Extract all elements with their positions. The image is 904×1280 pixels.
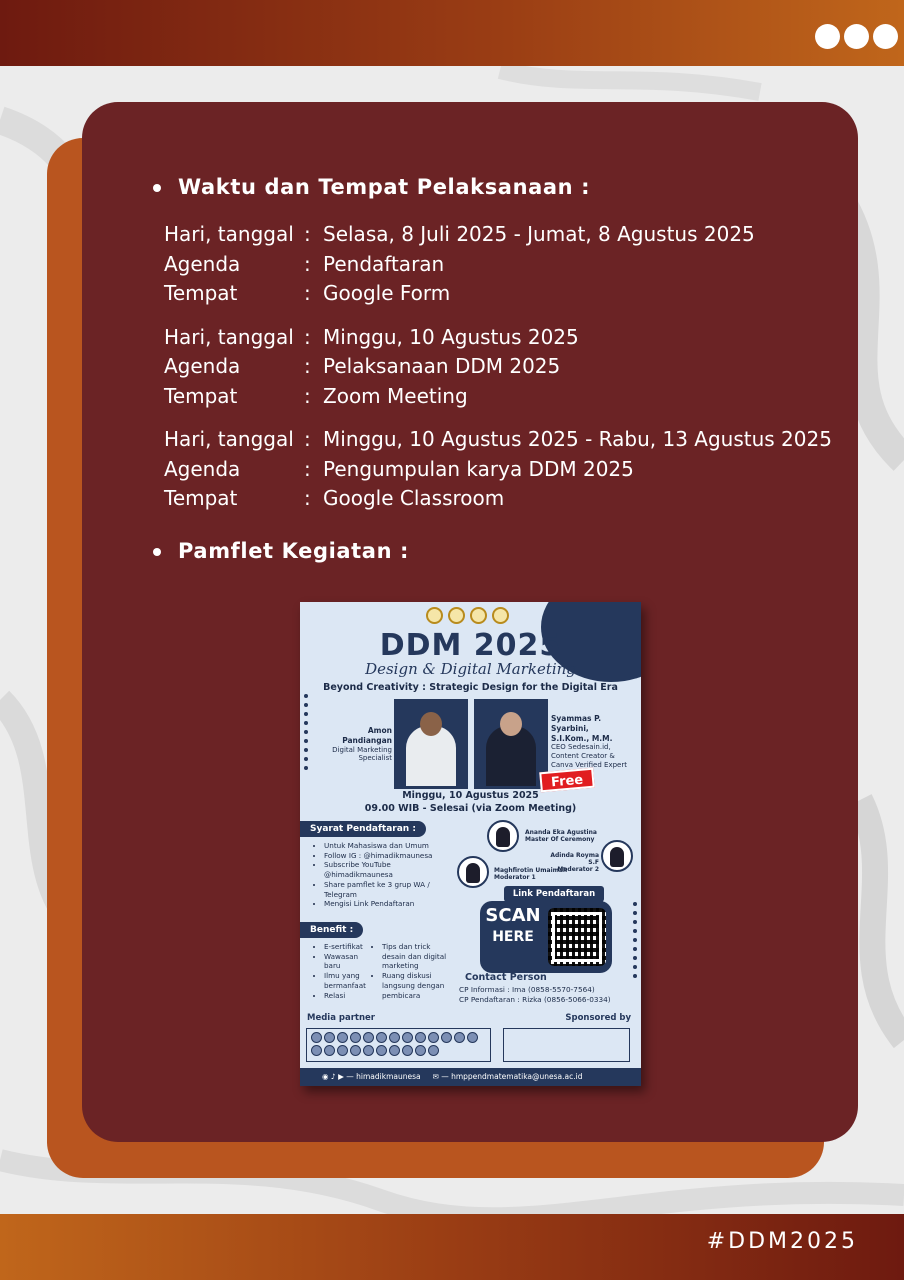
media-partner-logos <box>306 1028 491 1062</box>
poster-logos <box>426 607 509 624</box>
mc-avatar <box>487 820 519 852</box>
speaker-1-name: Amon Pandiangan <box>342 726 392 745</box>
poster-date <box>300 790 641 816</box>
row-separator: : <box>304 325 311 349</box>
row-value: Pendaftaran <box>323 252 445 276</box>
list-item: • Mengisi Link Pendaftaran <box>324 899 464 909</box>
mc-3-name: Maghfirotin Umaimah <box>494 867 568 874</box>
list-item: • Ilmu yang <box>324 971 374 981</box>
list-item: @himadikmaunesa <box>324 870 393 880</box>
list-item: langsung dengan <box>382 980 445 990</box>
benefit-heading: Benefit : <box>300 922 363 938</box>
institution-logo <box>448 607 465 624</box>
list-item: • Ruang diskusi <box>382 971 460 981</box>
row-separator: : <box>304 222 311 246</box>
institution-logo <box>492 607 509 624</box>
speaker-2-role: Content Creator & <box>551 752 615 760</box>
dot <box>873 24 898 49</box>
top-banner <box>0 0 904 66</box>
mc-1-info <box>525 829 597 843</box>
dot <box>844 24 869 49</box>
list-item: desain dan digital <box>382 951 447 961</box>
list-item: bermanfaat <box>324 980 366 990</box>
row-label: Agenda <box>164 354 241 378</box>
scan-here-text <box>484 906 542 945</box>
row-label: Hari, tanggal <box>164 325 294 349</box>
mc-3-info <box>494 867 567 881</box>
mc-1-name: Ananda Eka Agustina <box>525 829 597 836</box>
decor-dots <box>304 694 308 770</box>
email-address: — hmppendmatematika@unesa.ac.id <box>441 1072 583 1081</box>
qr-code-icon <box>548 908 606 966</box>
contact-info: CP Informasi : Ima (0858-5570-7564) <box>459 985 595 994</box>
bullet-icon <box>153 548 161 556</box>
list-item: baru <box>324 961 341 971</box>
row-separator: : <box>304 457 311 481</box>
institution-logo <box>470 607 487 624</box>
event-time: 09.00 WIB - Selesai (via Zoom Meeting) <box>364 802 577 814</box>
bullet-icon <box>153 184 161 192</box>
mc-2-name: Adinda Royma S.F <box>550 852 599 867</box>
schedule-row <box>164 354 560 378</box>
event-pamphlet <box>300 602 641 1086</box>
row-label: Agenda <box>164 457 241 481</box>
social-icons: ◉ ♪ ▶ <box>322 1072 347 1081</box>
moderator-2-avatar <box>601 840 633 872</box>
decor-dots <box>633 902 637 978</box>
contact-details <box>459 985 611 1005</box>
poster-footer <box>300 1068 641 1086</box>
section-heading-pamphlet: Pamflet Kegiatan : <box>178 539 410 563</box>
requirements-list <box>314 841 464 909</box>
moderator-1-avatar <box>457 856 489 888</box>
here-text: HERE <box>492 928 534 945</box>
sponsored-by-heading: Sponsored by <box>565 1013 631 1023</box>
schedule-row <box>164 384 468 408</box>
row-label: Tempat <box>164 486 238 510</box>
dot <box>815 24 840 49</box>
speaker-2-name: Syammas P. Syarbini, <box>551 714 602 733</box>
benefit-list-left <box>314 942 374 1000</box>
schedule-row <box>164 222 755 246</box>
hashtag-label: #DDM2025 <box>706 1229 858 1254</box>
row-separator: : <box>304 384 311 408</box>
speaker-1-role: Digital Marketing <box>332 745 392 754</box>
free-badge: Free <box>539 768 595 793</box>
row-label: Tempat <box>164 384 238 408</box>
row-separator: : <box>304 252 311 276</box>
poster-title: DDM 2025 <box>379 628 562 663</box>
sponsor-box <box>503 1028 630 1062</box>
row-separator: : <box>304 486 311 510</box>
row-value: Selasa, 8 Juli 2025 - Jumat, 8 Agustus 2025 <box>323 222 755 246</box>
section-heading-schedule: Waktu dan Tempat Pelaksanaan : <box>178 175 591 199</box>
poster-subtitle: Beyond Creativity : Strategic Design for the Digital Era <box>323 682 618 693</box>
benefit-list-right <box>372 942 460 1000</box>
mc-3-role: Moderator 1 <box>494 874 536 882</box>
row-separator: : <box>304 354 311 378</box>
speaker-2-name: S.I.Kom., M.M. <box>551 733 613 743</box>
list-item: • Tips dan trick <box>382 942 460 952</box>
row-label: Hari, tanggal <box>164 222 294 246</box>
contact-registration: CP Pendaftaran : Rizka (0856-5066-0334) <box>459 995 611 1005</box>
scan-text: SCAN <box>485 905 541 926</box>
list-item: marketing <box>382 961 419 971</box>
registration-link-label: Link Pendaftaran <box>504 886 604 902</box>
speaker-2-photo <box>474 699 548 789</box>
schedule-row <box>164 281 450 305</box>
institution-logo <box>426 607 443 624</box>
poster-script-title: Design & Digital Marketing <box>365 660 576 678</box>
speaker-1-info <box>316 726 392 763</box>
speaker-1-photo <box>394 699 468 789</box>
speaker-2-role: CEO Sedesain.id, <box>551 743 611 752</box>
mail-icon: ✉ <box>432 1072 439 1081</box>
speaker-2-info <box>551 714 641 770</box>
list-item: Telegram <box>324 889 357 899</box>
list-item: • Follow IG : @himadikmaunesa <box>324 851 464 861</box>
list-item: • Untuk Mahasiswa dan Umum <box>324 841 464 851</box>
contact-heading: Contact Person <box>465 972 547 983</box>
row-separator: : <box>304 427 311 451</box>
schedule-row <box>164 252 444 276</box>
mc-1-role: Master Of Ceremony <box>525 836 595 844</box>
schedule-row <box>164 427 832 451</box>
list-item: • Wawasan <box>324 952 374 962</box>
list-item: • E-sertifikat <box>324 942 374 952</box>
speaker-2-role: Canva Verified Expert <box>551 760 627 769</box>
menu-dots <box>815 24 898 49</box>
list-item: pembicara <box>382 990 421 1000</box>
row-value: Pelaksanaan DDM 2025 <box>323 354 561 378</box>
media-partner-heading: Media partner <box>307 1013 375 1023</box>
requirements-heading: Syarat Pendaftaran : <box>300 821 426 837</box>
speaker-1-role: Specialist <box>358 754 392 763</box>
list-item: • Share pamflet ke 3 grup WA / <box>324 880 464 890</box>
row-separator: : <box>304 281 311 305</box>
row-label: Hari, tanggal <box>164 427 294 451</box>
event-date: Minggu, 10 Agustus 2025 <box>402 790 539 801</box>
row-value: Minggu, 10 Agustus 2025 <box>323 325 579 349</box>
mc-2-role: Moderator 2 <box>557 866 599 874</box>
row-label: Agenda <box>164 252 241 276</box>
social-handle: — himadikmaunesa <box>346 1072 421 1081</box>
schedule-row <box>164 457 634 481</box>
row-value: Zoom Meeting <box>323 384 468 408</box>
schedule-row <box>164 486 504 510</box>
row-value: Google Classroom <box>323 486 505 510</box>
row-value: Minggu, 10 Agustus 2025 - Rabu, 13 Agustus 2025 <box>323 427 832 451</box>
row-label: Tempat <box>164 281 238 305</box>
row-value: Google Form <box>323 281 451 305</box>
list-item: • Subscribe YouTube <box>324 860 464 870</box>
row-value: Pengumpulan karya DDM 2025 <box>323 457 634 481</box>
list-item: • Relasi <box>324 991 374 1001</box>
schedule-row <box>164 325 579 349</box>
